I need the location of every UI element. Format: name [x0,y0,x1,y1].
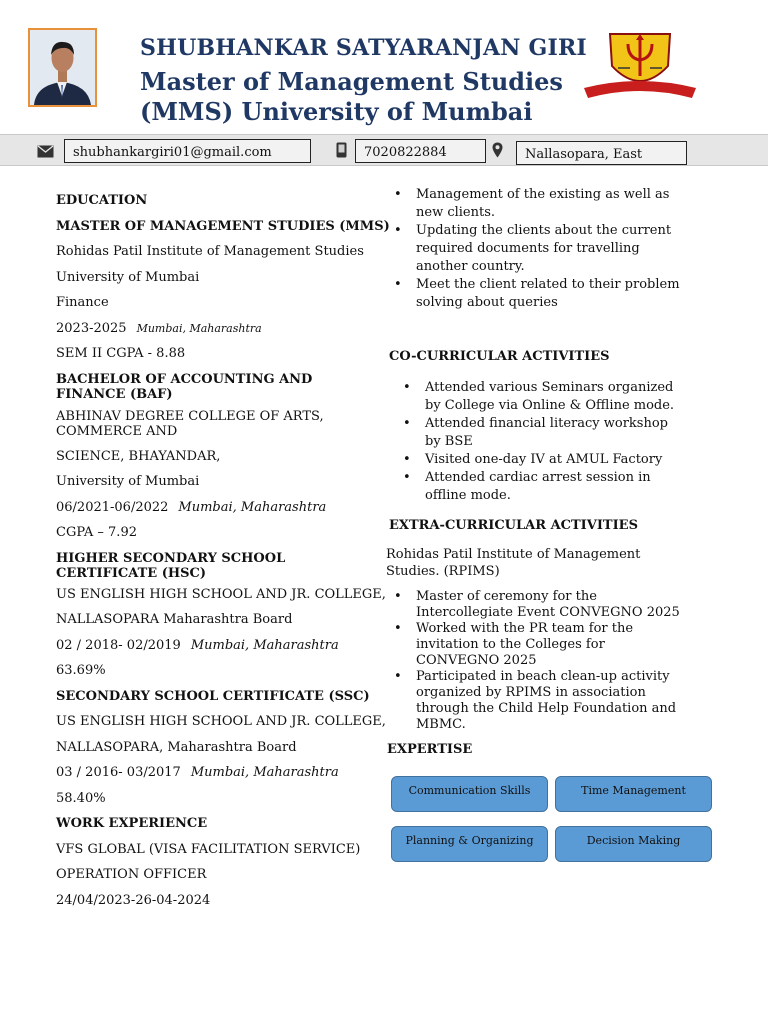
left-column [56,193,390,918]
baf-title: BACHELOR OF ACCOUNTING AND FINANCE (BAF) [56,371,313,402]
list-item: • Attended financial literacy workshop by BSE [425,415,685,451]
location-pin-icon [492,142,503,162]
hsc-dates [56,638,356,664]
baf-college-line-2: SCIENCE, BHAYANDAR, [56,448,221,464]
hsc-title: HIGHER SECONDARY SCHOOL CERTIFICATE (HSC) [56,550,286,581]
mms-score: SEM II CGPA - 8.88 [56,346,186,361]
location-field[interactable]: Nallasopara, East [516,141,687,165]
list-item: • Master of ceremony for the Intercollegiate Event CONVEGNO 2025 [416,589,682,621]
mms-specialization: Finance [56,295,109,310]
co-curricular-list [425,379,685,505]
ssc-score: 58.40% [56,790,106,806]
list-item: • Attended various Seminars organized by College via Online & Offline mode. [425,379,685,415]
mms-university: University of Mumbai [56,269,200,285]
ssc-years: 03 / 2016- 03/2017 [56,765,181,780]
skill-communication: Communication Skills [391,776,548,812]
co-curricular-heading: CO-CURRICULAR ACTIVITIES [389,349,610,364]
mms-location: Mumbai, Maharashtra [136,321,262,335]
baf-university: University of Mumbai [56,474,200,489]
candidate-name: SHUBHANKAR SATYARANJAN GIRI [140,35,587,61]
hsc-score: 63.69% [56,663,106,678]
mms-dates [56,321,356,347]
extra-curricular-heading: EXTRA-CURRICULAR ACTIVITIES [389,518,638,533]
contact-bar [0,134,768,166]
work-role: OPERATION OFFICER [56,867,207,882]
skill-time-management: Time Management [555,776,712,812]
baf-location: Mumbai, Maharashtra [178,499,327,515]
mms-years: 2023-2025 [56,320,127,336]
degree-line-2: (MMS) University of Mumbai [140,97,533,126]
hsc-location: Mumbai, Maharashtra [190,637,339,653]
list-item: • Meet the client related to their problem solving about queries [416,276,682,312]
phone-field[interactable]: 7020822884 [355,139,486,163]
extra-curricular-intro: Rohidas Patil Institute of Management Studies. (RPIMS) [386,547,641,579]
work-dates: 24/04/2023-26-04-2024 [56,892,211,908]
institute-logo [580,26,700,106]
baf-years: 06/2021-06/2022 [56,499,169,515]
list-item: • Worked with the PR team for the invitation to the Colleges for CONVEGNO 2025 [416,621,682,669]
baf-dates [56,500,356,526]
work-heading: WORK EXPERIENCE [56,816,208,831]
degree-line-1: Master of Management Studies [140,67,563,96]
hsc-school-line-2: NALLASOPARA Maharashtra Board [56,612,293,627]
education-heading: EDUCATION [56,193,148,208]
list-item: • Visited one-day IV at AMUL Factory [425,451,685,469]
baf-score: CGPA – 7.92 [56,525,137,540]
ssc-title: SECONDARY SCHOOL CERTIFICATE (SSC) [56,688,370,704]
mms-title: MASTER OF MANAGEMENT STUDIES (MMS) [56,218,390,234]
degree-title [140,67,563,127]
email-field[interactable]: shubhankargiri01@gmail.com [64,139,311,163]
expertise-heading: EXPERTISE [387,742,473,757]
hsc-years: 02 / 2018- 02/2019 [56,637,181,653]
list-item: • Participated in beach clean-up activity organized by RPIMS in association through the Child Help Foundation and MBMC. [416,669,682,733]
ssc-dates [56,765,356,791]
hsc-school-line-1: US ENGLISH HIGH SCHOOL AND JR. COLLEGE, [56,586,386,602]
work-duties-list [416,186,682,312]
phone-icon [336,142,347,162]
list-item: • Management of the existing as well as new clients. [416,186,682,222]
mail-icon [37,143,54,162]
list-item: • Updating the clients about the current required documents for travelling another country. [416,222,682,276]
profile-photo [28,28,97,107]
ssc-location: Mumbai, Maharashtra [190,765,339,780]
baf-college-line-1: ABHINAV DEGREE COLLEGE OF ARTS, COMMERCE AND [56,408,324,439]
ssc-school-line-2: NALLASOPARA, Maharashtra Board [56,739,297,755]
mms-institute: Rohidas Patil Institute of Management Studies [56,244,364,259]
right-column [386,186,686,312]
work-company: VFS GLOBAL (VISA FACILITATION SERVICE) [56,841,361,857]
ssc-school-line-1: US ENGLISH HIGH SCHOOL AND JR. COLLEGE, [56,714,386,729]
list-item: • Attended cardiac arrest session in offline mode. [425,469,685,505]
extra-curricular-list [416,589,682,733]
skill-decision-making: Decision Making [555,826,712,862]
skill-planning-organizing: Planning & Organizing [391,826,548,862]
